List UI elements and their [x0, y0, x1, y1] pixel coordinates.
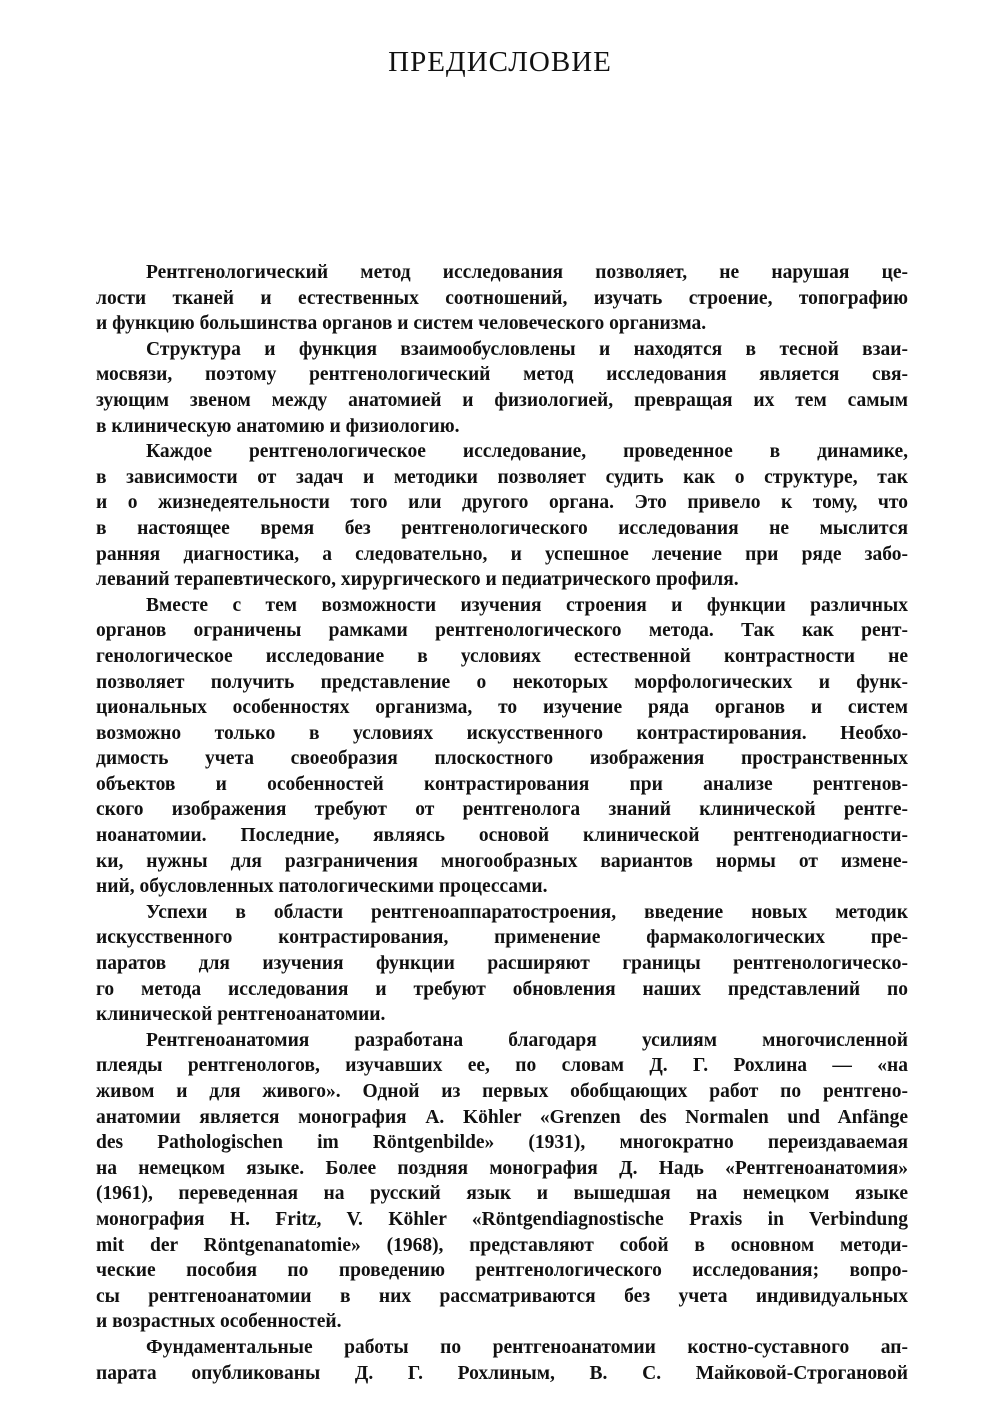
text-line: циональных особенностях организма, то изучение ряда органов и систем [96, 697, 908, 719]
text-line: des Pathologischen im Röntgenbilde» (1931), многократно переиздаваемая [96, 1132, 908, 1154]
text-line: Каждое рентгенологическое исследование, проведенное в динамике, [146, 441, 908, 463]
text-line: Структура и функция взаимообусловлены и находятся в тесной взаи- [146, 338, 908, 360]
text-line: лости тканей и естественных соотношений, изучать строение, топографию [96, 287, 908, 309]
text-line: ского изображения требуют от рентгенолога знаний клинической рентге- [96, 799, 908, 821]
text-line: и о жизнедеятельности того или другого органа. Это привело к тому, что [96, 492, 908, 514]
text-line: Рентгеноанатомия разработана благодаря усилиям многочисленной [146, 1029, 908, 1051]
text-line: го метода исследования и требуют обновления наших представлений по [96, 978, 908, 1000]
text-line: ноанатомии. Последние, являясь основой клинической рентгенодиагности- [96, 825, 908, 847]
text-line: в настоящее время без рентгенологического исследования не мыслится [96, 517, 908, 539]
text-line: на немецком языке. Более поздняя монография Д. Надь «Рентгеноанатомия» [96, 1157, 908, 1179]
text-line: позволяет получить представление о некоторых морфологических и функ- [96, 671, 908, 693]
text-line: ранняя диагностика, а следовательно, и успешное лечение при ряде забо- [96, 543, 908, 565]
text-line: анатомии является монография A. Köhler «Grenzen des Normalen und Anfänge [96, 1106, 908, 1128]
text-line: димость учета своеобразия плоскостного изображения пространственных [96, 748, 908, 770]
text-line: органов ограничены рамками рентгенологического метода. Так как рент- [96, 620, 908, 642]
text-line: ний, обусловленных патологическими процессами. [96, 876, 548, 898]
text-line: живом и для живого». Одной из первых обобщающих работ по рентгено- [96, 1081, 908, 1102]
page-title: ПРЕДИСЛОВИЕ [388, 46, 612, 78]
body-text [96, 260, 908, 1386]
text-line: в зависимости от задач и методики позволяет судить как о структуре, так [96, 466, 908, 488]
text-line: Рентгенологический метод исследования позволяет, не нарушая це- [146, 262, 908, 283]
text-line: паратов для изучения функции расширяют границы рентгенологическо- [96, 953, 908, 975]
text-line: монография H. Fritz, V. Köhler «Röntgendiagnostische Praxis in Verbindung [96, 1208, 908, 1230]
text-line: мосвязи, поэтому рентгенологический метод исследования является свя- [96, 364, 908, 386]
text-line: и функцию большинства органов и систем человеческого организма. [96, 313, 707, 335]
text-line: плеяды рентгенологов, изучавших ее, по словам Д. Г. Рохлина — «на [96, 1055, 908, 1077]
text-line: в клиническую анатомию и физиологию. [96, 415, 460, 437]
text-line: зующим звеном между анатомией и физиологией, превращая их тем самым [96, 389, 908, 411]
text-line: парата опубликованы Д. Г. Рохлиным, В. С. Майковой-Строгановой [96, 1362, 908, 1384]
text-line: ки, нужны для разграничения многообразных вариантов нормы от измене- [96, 850, 908, 872]
text-line: и возрастных особенностей. [96, 1311, 342, 1333]
text-line: клинической рентгеноанатомии. [96, 1004, 386, 1026]
text-line: mit der Röntgenanatomie» (1968), представляют собой в основном методи- [96, 1234, 908, 1256]
text-line: леваний терапевтического, хирургического и педиатрического профиля. [96, 569, 739, 591]
text-line: ческие пособия по проведению рентгенологического исследования; вопро- [96, 1260, 908, 1282]
text-line: возможно только в условиях искусственного контрастирования. Необхо- [96, 722, 908, 744]
text-line: сы рентгеноанатомии в них рассматриваются без учета индивидуальных [96, 1285, 908, 1307]
text-line: (1961), переведенная на русский язык и вышедшая на немецком языке [96, 1183, 908, 1205]
text-line: искусственного контрастирования, применение фармакологических пре- [96, 927, 908, 949]
text-line: генологическое исследование в условиях естественной контрастности не [96, 645, 908, 667]
text-line: Фундаментальные работы по рентгеноанатомии костно-суставного ап- [146, 1336, 908, 1358]
text-line: Успехи в области рентгеноаппаратостроения, введение новых методик [146, 901, 908, 923]
text-line: объектов и особенностей контрастирования при анализе рентгенов- [96, 773, 908, 795]
text-line: Вместе с тем возможности изучения строения и функции различных [146, 594, 908, 616]
